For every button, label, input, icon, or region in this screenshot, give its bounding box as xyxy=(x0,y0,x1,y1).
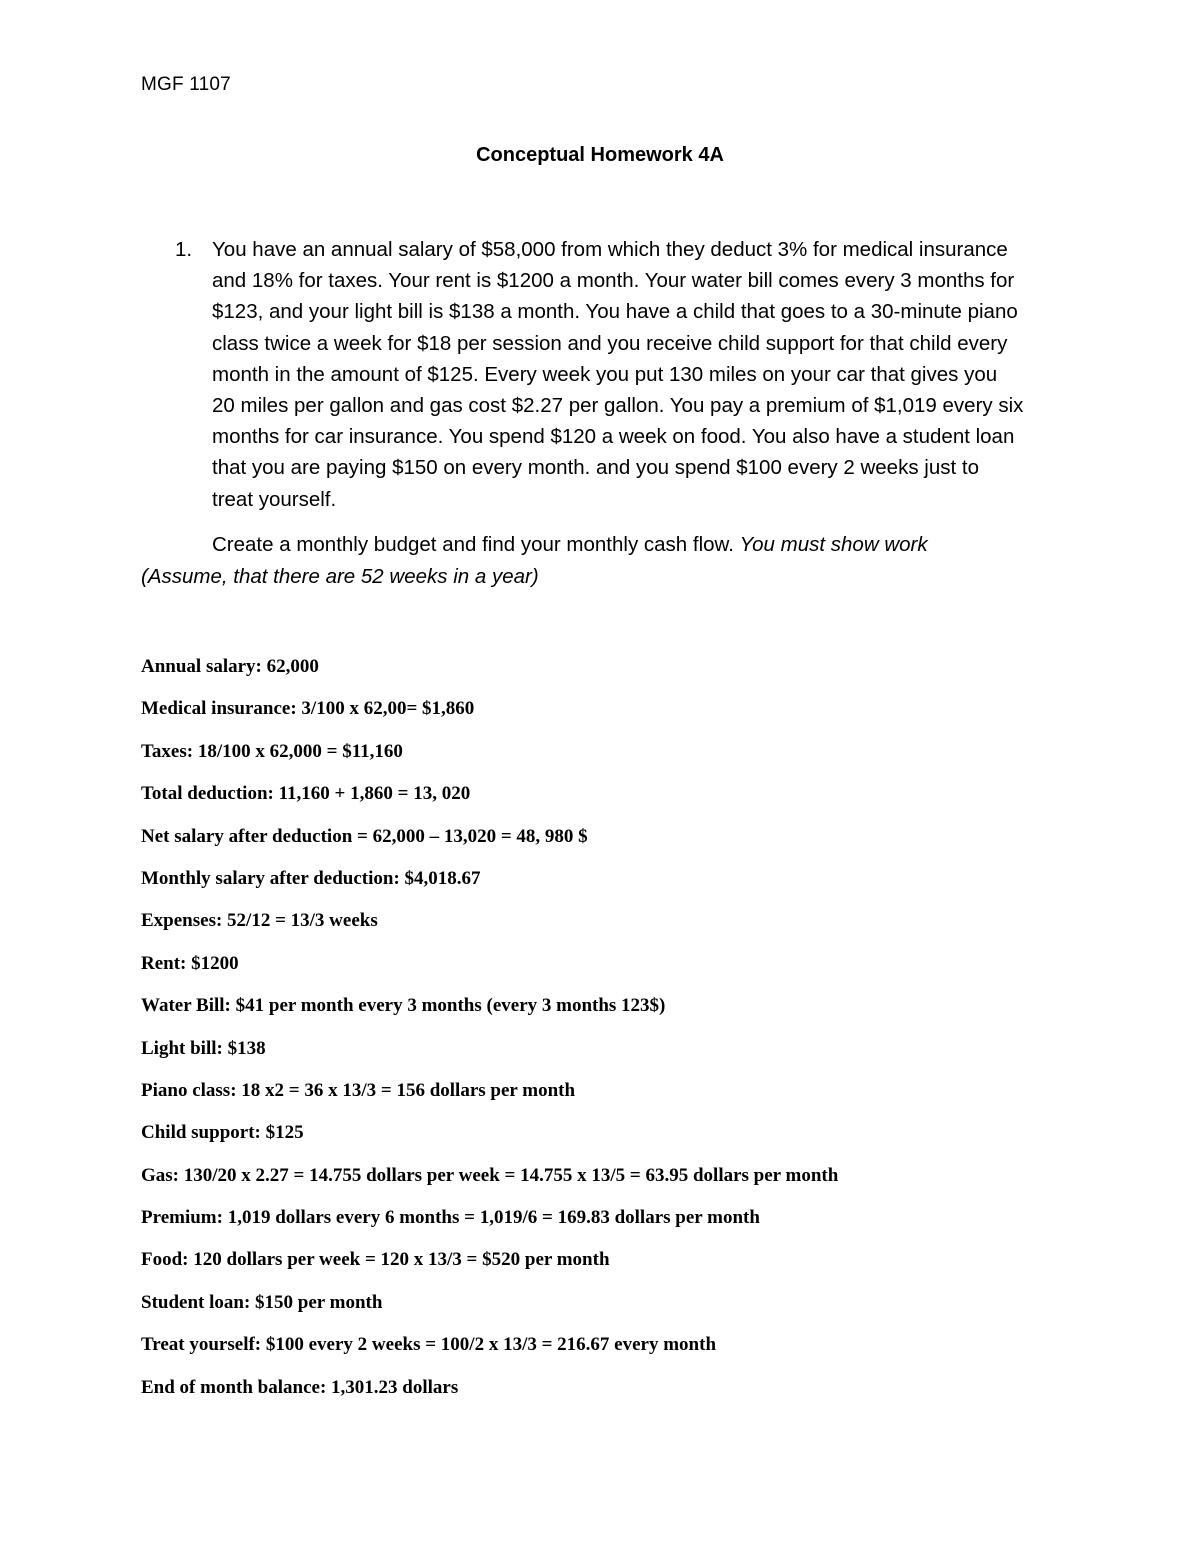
question-line: that you are paying $150 on every month. and you spend $100 every 2 weeks just to xyxy=(212,456,979,480)
question-line: You have an annual salary of $58,000 from which they deduct 3% for medical insurance xyxy=(212,238,1008,261)
work-line-water-bill: Water Bill: $41 per month every 3 months (every 3 months 123$) xyxy=(141,995,666,1017)
question-line: class twice a week for $18 per session and you receive child support for that child every xyxy=(212,331,1008,355)
instruction-show-work: You must show work xyxy=(739,533,928,556)
instruction-main: Create a monthly budget and find your monthly cash flow. xyxy=(212,533,740,556)
work-line-rent: Rent: $1200 xyxy=(141,952,239,974)
course-code: MGF 1107 xyxy=(141,74,231,95)
question-number: 1. xyxy=(175,238,193,261)
work-line-child-support: Child support: $125 xyxy=(141,1122,304,1144)
work-line-end-balance: End of month balance: 1,301.23 dollars xyxy=(141,1376,459,1398)
work-line-medical-insurance: Medical insurance: 3/100 x 62,00= $1,860 xyxy=(141,698,475,720)
instruction xyxy=(141,529,1071,592)
question-line: and 18% for taxes. Your rent is $1200 a month. Your water bill comes every 3 months for xyxy=(212,269,1015,293)
work-line-net-salary: Net salary after deduction = 62,000 – 13,020 = 48, 980 $ xyxy=(141,825,588,847)
work-line-student-loan: Student loan: $150 per month xyxy=(141,1291,383,1313)
work-list xyxy=(141,653,1141,1416)
question-text xyxy=(212,234,1072,515)
work-line-light-bill: Light bill: $138 xyxy=(141,1037,266,1059)
question-line: $123, and your light bill is $138 a month. You have a child that goes to a 30-minute piano xyxy=(212,300,1018,324)
instruction-assumption: (Assume, that there are 52 weeks in a year) xyxy=(141,564,539,588)
work-line-expenses: Expenses: 52/12 = 13/3 weeks xyxy=(141,910,378,932)
work-line-piano-class: Piano class: 18 x2 = 36 x 13/3 = 156 dollars per month xyxy=(141,1079,576,1101)
work-line-treat-yourself: Treat yourself: $100 every 2 weeks = 100/2 x 13/3 = 216.67 every month xyxy=(141,1334,717,1356)
work-line-annual-salary: Annual salary: 62,000 xyxy=(141,656,319,677)
question-line: month in the amount of $125. Every week you put 130 miles on your car that gives you xyxy=(212,362,998,386)
work-line-gas: Gas: 130/20 x 2.27 = 14.755 dollars per week = 14.755 x 13/5 = 63.95 dollars per month xyxy=(141,1164,839,1186)
document-title: Conceptual Homework 4A xyxy=(476,144,724,166)
question-line: months for car insurance. You spend $120 a week on food. You also have a student loan xyxy=(212,425,1015,449)
work-line-food: Food: 120 dollars per week = 120 x 13/3 = $520 per month xyxy=(141,1249,610,1271)
work-line-monthly-salary: Monthly salary after deduction: $4,018.67 xyxy=(141,867,481,889)
question-line: treat yourself. xyxy=(212,487,337,511)
work-line-premium: Premium: 1,019 dollars every 6 months = 1,019/6 = 169.83 dollars per month xyxy=(141,1207,760,1229)
question-line: 20 miles per gallon and gas cost $2.27 per gallon. You pay a premium of $1,019 every six xyxy=(212,394,1024,418)
work-line-taxes: Taxes: 18/100 x 62,000 = $11,160 xyxy=(141,740,403,762)
work-line-total-deduction: Total deduction: 11,160 + 1,860 = 13, 020 xyxy=(141,783,471,805)
instruction-line xyxy=(141,529,1071,561)
question-1 xyxy=(141,234,1071,515)
